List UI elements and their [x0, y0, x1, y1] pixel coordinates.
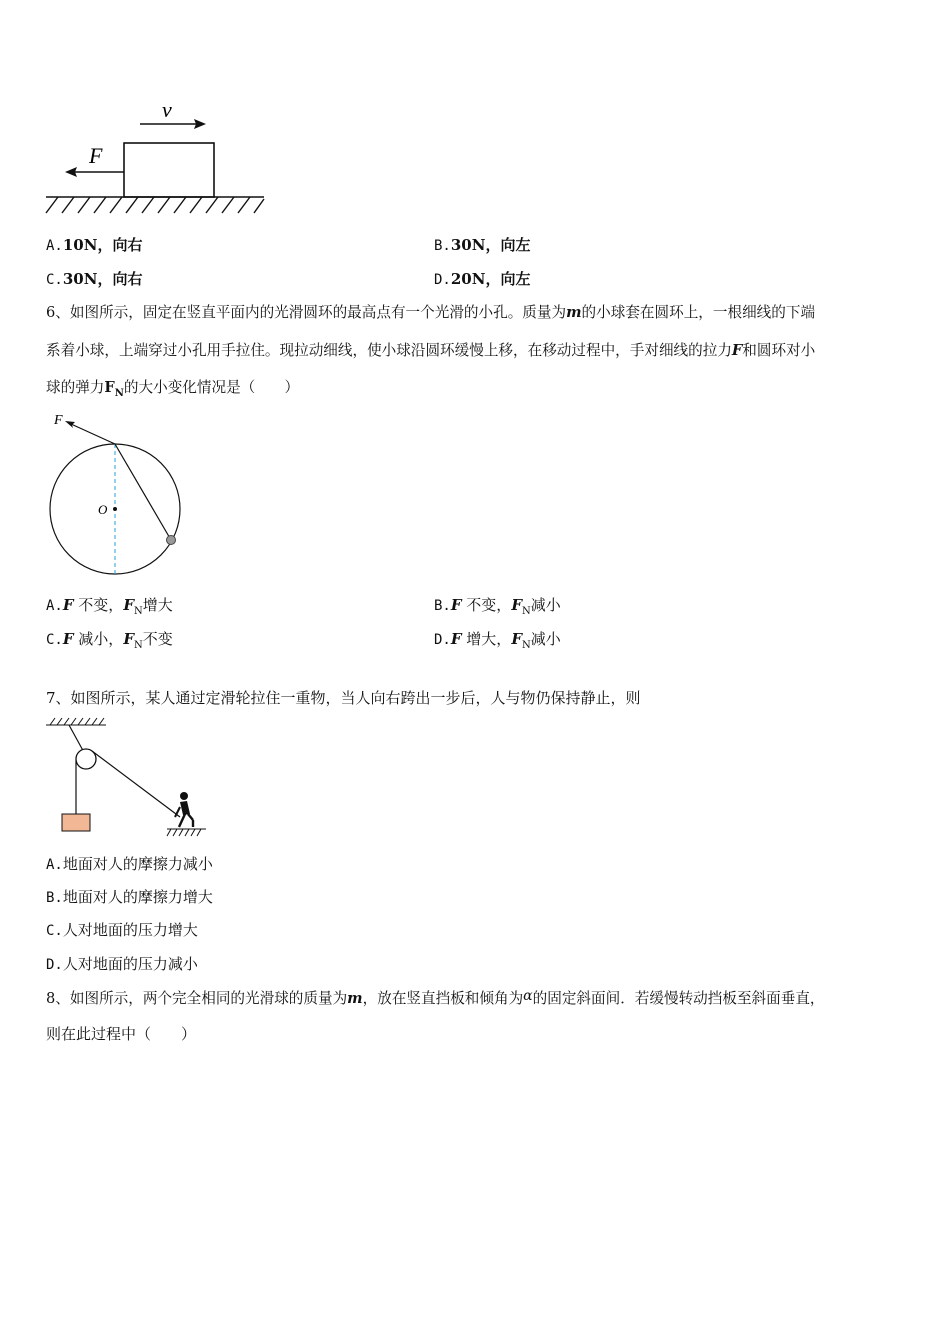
q6-option-d[interactable]: D.F 增大，$F_N$减小: [434, 630, 561, 651]
person-icon: [175, 792, 193, 827]
q6-option-a[interactable]: A.F 不变，$F_N$增大: [46, 596, 173, 617]
q5-option-c[interactable]: C.30N，向右: [46, 270, 143, 288]
q6-stem-line-1: 6、如图所示，固定在竖直平面内的光滑圆环的最高点有一个光滑的小孔。质量为m的小球套在圆环上，一根细线的下端: [46, 304, 816, 321]
q6-figure: [40, 408, 190, 580]
q7-option-b[interactable]: B.地面对人的摩擦力增大: [46, 888, 213, 906]
weight: [62, 814, 90, 831]
velocity-arrow: [140, 119, 206, 129]
q5-option-d[interactable]: D.20N，向左: [434, 270, 531, 288]
q7-option-a[interactable]: A.地面对人的摩擦力减小: [46, 855, 213, 873]
q6-stem-line-3: 球的弹力$F_N$的大小变化情况是（ ）: [46, 379, 300, 399]
pull-force-arrow: [65, 421, 115, 444]
q5-option-a-text: 10N，向右: [62, 236, 143, 254]
pull-force-label: F: [54, 413, 63, 428]
q6-stem-line-2: 系着小球，上端穿过小孔用手拉住。现拉动细线，使小球沿圆环缓慢上移，在移动过程中，手对细线的拉力F和圆环对小: [46, 342, 816, 359]
force-arrow: [65, 167, 124, 177]
velocity-label: v: [162, 97, 172, 122]
q6-option-c[interactable]: C.F 减小，$F_N$不变: [46, 630, 173, 651]
force-label: F: [89, 143, 103, 168]
q5-option-d-text: 20N，向左: [450, 270, 531, 288]
q7-option-d[interactable]: D.人对地面的压力减小: [46, 955, 198, 973]
string-line: [115, 444, 171, 540]
rope-to-person: [92, 751, 180, 817]
q7-stem: 7、如图所示，某人通过定滑轮拉住一重物，当人向右跨出一步后，人与物仍保持静止，则: [46, 689, 641, 707]
ceiling: [46, 718, 106, 725]
q7-figure: [44, 714, 209, 842]
bead: [167, 536, 176, 545]
q8-stem-line-2: 则在此过程中（ ）: [46, 1025, 197, 1043]
center-label: O: [98, 502, 108, 517]
q7-option-c[interactable]: C.人对地面的压力增大: [46, 921, 198, 939]
q8-stem-line-1: 8、如图所示，两个完全相同的光滑球的质量为m，放在竖直挡板和倾角为α的固定斜面间．若缓慢转动挡板至斜面垂直，: [46, 988, 825, 1007]
center-dot: [113, 507, 117, 511]
person-ground: [167, 829, 206, 836]
q6-option-b[interactable]: B.F 不变，$F_N$减小: [434, 596, 561, 617]
q5-option-c-text: 30N，向右: [62, 270, 143, 288]
q5-option-a[interactable]: A.10N，向右: [46, 236, 143, 254]
ground-hatching: [46, 197, 264, 213]
block: [124, 143, 214, 197]
q5-option-b[interactable]: B.30N，向左: [434, 236, 531, 254]
q5-figure: [40, 95, 270, 220]
q5-option-b-text: 30N，向左: [450, 236, 531, 254]
